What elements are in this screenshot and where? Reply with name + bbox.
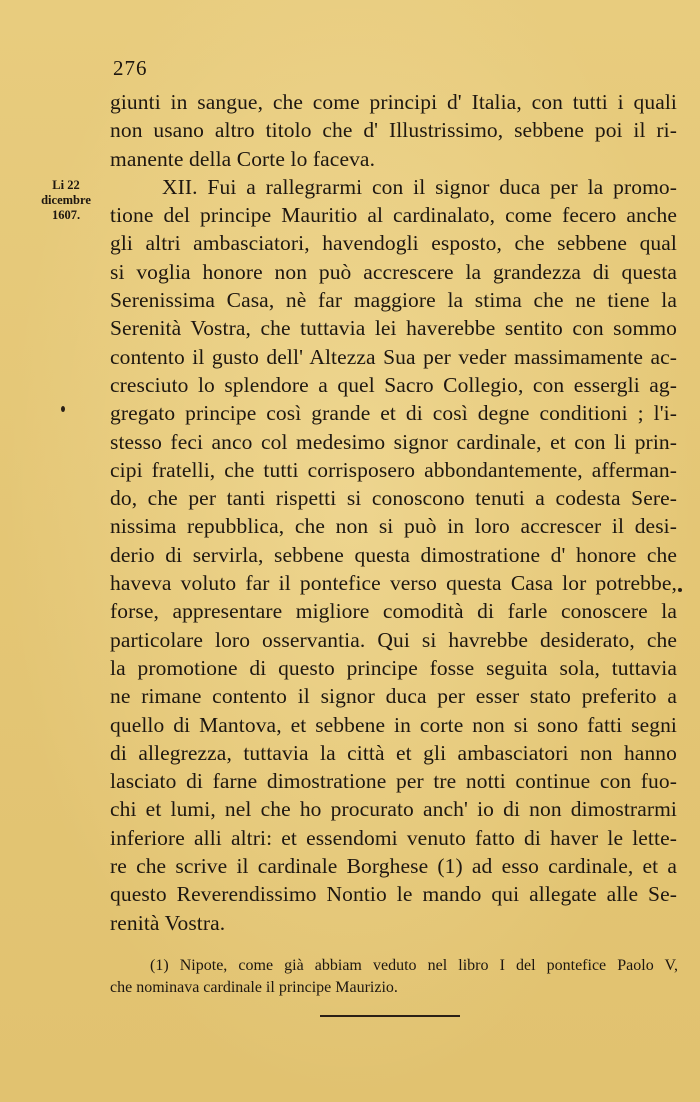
text-line: renità Vostra.: [110, 910, 226, 935]
footnote-divider-rule: [320, 1015, 460, 1017]
text-line: Serenissima Casa, nè far maggiore la stima che ne tiene la: [110, 288, 677, 313]
footnote: [110, 955, 678, 999]
text-line: di allegrezza, tuttavia la città et gli ambasciatori non hanno: [110, 740, 677, 765]
body-text: [110, 88, 677, 937]
ink-speck: [678, 588, 682, 592]
margin-note-line: dicembre: [41, 193, 91, 207]
text-line: derio di servirla, sebbene questa dimostratione d' honore che: [110, 542, 677, 567]
text-line: giunti in sangue, che come principi d' Italia, con tutti i quali: [110, 90, 677, 114]
text-line: do, che per tanti rispetti si conoscono tenuti a codesta Sere-: [110, 486, 677, 511]
text-line: chi et lumi, nel che ho procurato anch' io di non dimostrarmi: [110, 797, 677, 822]
text-line: non usano altro titolo che d' Illustrissimo, sebbene poi il ri-: [110, 118, 677, 143]
text-line: inferiore alli altri: et essendomi venuto fatto di haver le lette-: [110, 825, 677, 850]
text-line: re che scrive il cardinale Borghese (1) ad esso cardinale, et a: [110, 854, 677, 879]
text-line: gregato principe così grande et di così degne conditioni ; l'i-: [110, 401, 677, 426]
text-line: tione del principe Mauritio al cardinalato, come fecero anche: [110, 203, 677, 228]
margin-note-date: [30, 178, 102, 223]
text-line: XII. Fui a rallegrarmi con il signor duca per la promo-: [162, 174, 677, 199]
text-line: la promotione di questo principe fosse seguita sola, tuttavia: [110, 655, 677, 680]
text-line: ne rimane contento il signor duca per esser stato preferito a: [110, 684, 677, 709]
text-line: si voglia honore non può accrescere la grandezza di questa: [110, 259, 677, 284]
text-line: haveva voluto far il pontefice verso questa Casa lor potrebbe,: [110, 571, 677, 596]
text-line: contento il gusto dell' Altezza Sua per veder massimamente ac-: [110, 344, 677, 369]
footnote-line: (1) Nipote, come già abbiam veduto nel libro I del pontefice Paolo V,: [150, 957, 678, 974]
text-line: particolare loro osservantia. Qui si havrebbe desiderato, che: [110, 627, 677, 652]
text-line: cipi fratelli, che tutti corrisposero abbondantemente, afferman-: [110, 457, 677, 482]
text-line: lasciato di farne dimostratione per tre notti continue con fuo-: [110, 769, 677, 794]
text-line: quello di Mantova, et sebbene in corte non si sono fatti segni: [110, 712, 677, 737]
text-line: nissima repubblica, che non si può in loro accrescer il desi-: [110, 514, 677, 539]
text-line: manente della Corte lo faceva.: [110, 146, 376, 171]
text-line: stesso feci anco col medesimo signor cardinale, et con li prin-: [110, 429, 677, 454]
text-line: forse, appresentare migliore comodità di farle conoscere la: [110, 599, 677, 624]
text-line: Serenità Vostra, che tuttavia lei haverebbe sentito con sommo: [110, 316, 677, 341]
page-number: 276: [113, 56, 148, 80]
margin-note-line: Li 22: [52, 178, 80, 192]
footnote-line: che nominava cardinale il principe Maurizio.: [110, 979, 398, 996]
ink-speck: [61, 406, 65, 412]
margin-note-line: 1607.: [51, 208, 81, 222]
text-line: gli altri ambasciatori, havendogli esposto, che sebbene qual: [110, 231, 677, 256]
text-line: cresciuto lo splendore a quel Sacro Collegio, con essergli ag-: [110, 372, 677, 397]
text-line: questo Reverendissimo Nontio le mando qui allegate alle Se-: [110, 882, 677, 907]
